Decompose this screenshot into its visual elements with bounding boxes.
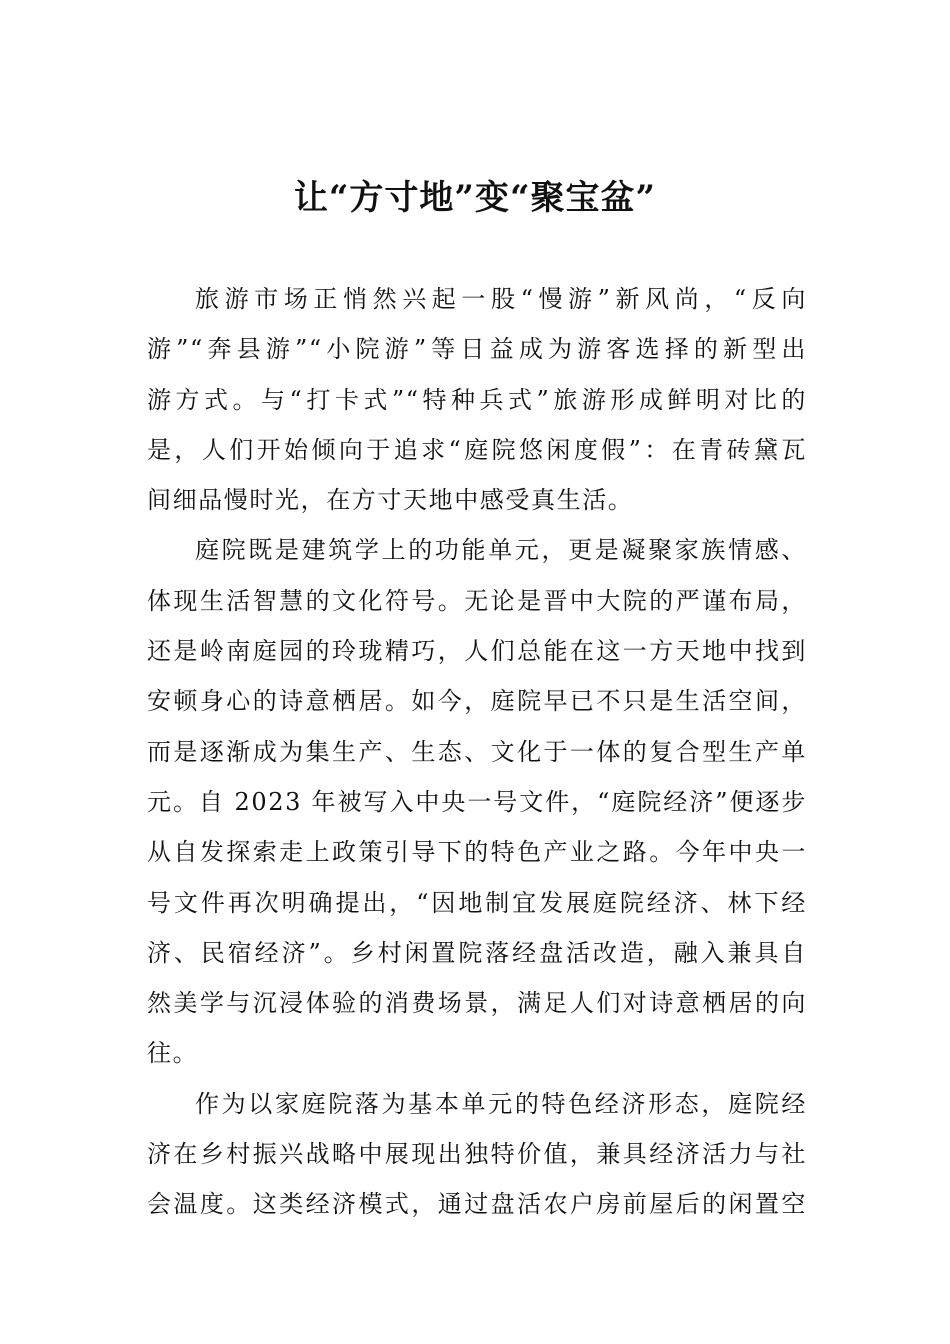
text-line: 往。 bbox=[147, 1039, 199, 1068]
text-line: 是，人们开始倾向于追求“庭院悠闲度假”：在青砖黛瓦 bbox=[147, 435, 807, 464]
text-line: 济在乡村振兴战略中展现出独特价值，兼具经济活力与社 bbox=[147, 1140, 807, 1169]
text-line: 间细品慢时光，在方寸天地中感受真生活。 bbox=[147, 486, 634, 515]
text-line: 游”“奔县游”“小院游”等日益成为游客选择的新型出 bbox=[147, 335, 807, 364]
paragraph-3 bbox=[147, 1079, 807, 1230]
text-line: 还是岭南庭园的玲珑精巧，人们总能在这一方天地中找到 bbox=[147, 637, 807, 666]
document-body bbox=[147, 274, 807, 1230]
text-line: 号文件再次明确提出，“因地制宜发展庭院经济、林下经 bbox=[147, 888, 807, 917]
text-line: 游方式。与“打卡式”“特种兵式”旅游形成鲜明对比的 bbox=[147, 385, 807, 414]
text-line: 然美学与沉浸体验的消费场景，满足人们对诗意栖居的向 bbox=[147, 989, 807, 1018]
text-line: 庭院既是建筑学上的功能单元，更是凝聚家族情感、 bbox=[195, 536, 807, 565]
text-line: 会温度。这类经济模式，通过盘活农户房前屋后的闲置空 bbox=[147, 1190, 807, 1219]
document-title: 让“方寸地”变“聚宝盆” bbox=[293, 178, 657, 218]
text-line: 作为以家庭院落为基本单元的特色经济形态，庭院经 bbox=[195, 1089, 807, 1118]
paragraph-1 bbox=[147, 274, 807, 525]
text-line: 而是逐渐成为集生产、生态、文化于一体的复合型生产单 bbox=[147, 737, 807, 766]
text-line: 安顿身心的诗意栖居。如今，庭院早已不只是生活空间， bbox=[147, 687, 807, 716]
text-line: 旅游市场正悄然兴起一股“慢游”新风尚，“反向 bbox=[195, 285, 807, 313]
paragraph-2 bbox=[147, 525, 807, 1078]
text-line: 元。自 2023 年被写入中央一号文件，“庭院经济”便逐步 bbox=[147, 787, 807, 816]
text-line: 从自发探索走上政策引导下的特色产业之路。今年中央一 bbox=[147, 838, 807, 867]
text-line: 济、民宿经济”。乡村闲置院落经盘活改造，融入兼具自 bbox=[147, 938, 807, 967]
text-line: 体现生活智慧的文化符号。无论是晋中大院的严谨布局， bbox=[147, 586, 807, 615]
